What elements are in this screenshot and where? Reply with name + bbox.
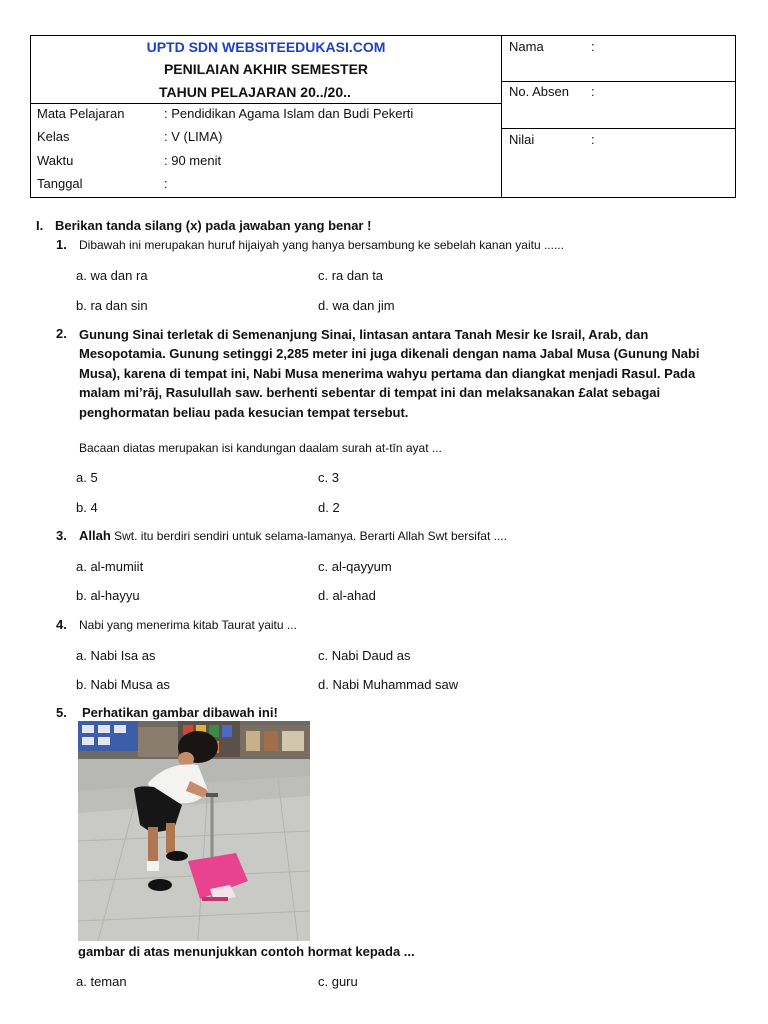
date-label: Tanggal [37, 176, 83, 191]
info-row-time [31, 150, 501, 173]
name-label: Nama [509, 39, 544, 54]
score-label: Nilai [509, 132, 535, 147]
time-label: Waktu [37, 153, 74, 168]
question-3-number: 3. [56, 528, 67, 543]
title-block [31, 36, 501, 104]
subject-value: : Pendidikan Agama Islam dan Budi Pekerti [164, 106, 414, 121]
section-text: Berikan tanda silang (x) pada jawaban yang benar ! [55, 218, 372, 233]
question-1-number: 1. [56, 237, 67, 252]
section-number: I. [36, 218, 44, 233]
info-row-class [31, 126, 501, 149]
header-left [31, 36, 502, 197]
question-2-text: Bacaan diatas merupakan isi kandungan daalam surah at-tīn ayat ... [79, 441, 442, 455]
info-row-date [31, 173, 501, 196]
header-right [501, 36, 735, 197]
question-3-text [79, 528, 507, 543]
question-4-number: 4. [56, 617, 67, 632]
absen-colon: : [591, 84, 595, 99]
question-4-option-a[interactable]: a. Nabi Isa as [76, 648, 156, 663]
question-5-caption: gambar di atas menunjukkan contoh hormat kepada ... [78, 944, 415, 959]
question-2-option-a[interactable]: a. 5 [76, 470, 98, 485]
info-row-subject [31, 103, 501, 126]
class-label: Kelas [37, 129, 70, 144]
date-value: : [164, 176, 168, 191]
score-colon: : [591, 132, 595, 147]
academic-year: TAHUN PELAJARAN 20../20.. [159, 84, 351, 100]
question-1-option-b[interactable]: b. ra dan sin [76, 298, 148, 313]
absen-cell[interactable] [501, 81, 735, 129]
question-2-option-d[interactable]: d. 2 [318, 500, 340, 515]
question-2-option-c[interactable]: c. 3 [318, 470, 339, 485]
question-5-option-a[interactable]: a. teman [76, 974, 127, 989]
question-1-text: Dibawah ini merupakan huruf hijaiyah yang hanya bersambung ke sebelah kanan yaitu ...... [79, 238, 564, 252]
question-3-option-b[interactable]: b. al-hayyu [76, 588, 140, 603]
score-cell[interactable] [501, 129, 735, 197]
question-1-option-a[interactable]: a. wa dan ra [76, 268, 148, 283]
question-5-number: 5. [56, 705, 67, 720]
question-4-option-b[interactable]: b. Nabi Musa as [76, 677, 170, 692]
question-3-option-a[interactable]: a. al-mumiit [76, 559, 144, 574]
question-3-option-d[interactable]: d. al-ahad [318, 588, 376, 603]
question-1-option-d[interactable]: d. wa dan jim [318, 298, 395, 313]
question-4-option-c[interactable]: c. Nabi Daud as [318, 648, 411, 663]
question-3-lead: Allah [79, 528, 111, 543]
name-colon: : [591, 39, 595, 54]
classroom-photo [78, 721, 310, 941]
question-3-option-c[interactable]: c. al-qayyum [318, 559, 392, 574]
class-value: : V (LIMA) [164, 129, 223, 144]
header-table [30, 35, 736, 198]
time-value: : 90 menit [164, 153, 222, 168]
question-4-text: Nabi yang menerima kitab Taurat yaitu ... [79, 618, 297, 632]
name-cell[interactable] [501, 36, 735, 82]
question-2-paragraph: Gunung Sinai terletak di Semenanjung Sinai, lintasan antara Tanah Mesir ke Israil, Arab, dan Mesopotamia. Gunung setinggi 2,285 meter ini juga dikenali dengan nama Jabal Musa (Gunung Nabi Musa), karena di tempat ini, Nabi Musa menerima wahyu pertama dan diangkat menjadi Rasul. Pada malam mi’rāj, Rasulullah saw. berhenti sebentar di tempat ini dan melaksanakan £alat sebagai penghormatan beliau pada kesucian tempat tersebut. [79, 327, 700, 420]
question-1-option-c[interactable]: c. ra dan ta [318, 268, 384, 283]
question-5-option-c[interactable]: c. guru [318, 974, 358, 989]
subject-label: Mata Pelajaran [37, 106, 125, 121]
question-2-number: 2. [56, 326, 67, 341]
question-3-rest: Swt. itu berdiri sendiri untuk selama-lamanya. Berarti Allah Swt bersifat .... [110, 529, 507, 543]
school-name: UPTD SDN WEBSITEEDUKASI.COM [146, 39, 386, 55]
question-4-option-d[interactable]: d. Nabi Muhammad saw [318, 677, 459, 692]
exam-title: PENILAIAN AKHIR SEMESTER [163, 61, 369, 77]
question-5-text: Perhatikan gambar dibawah ini! [82, 705, 278, 720]
question-2-option-b[interactable]: b. 4 [76, 500, 98, 515]
absen-label: No. Absen [509, 84, 569, 99]
